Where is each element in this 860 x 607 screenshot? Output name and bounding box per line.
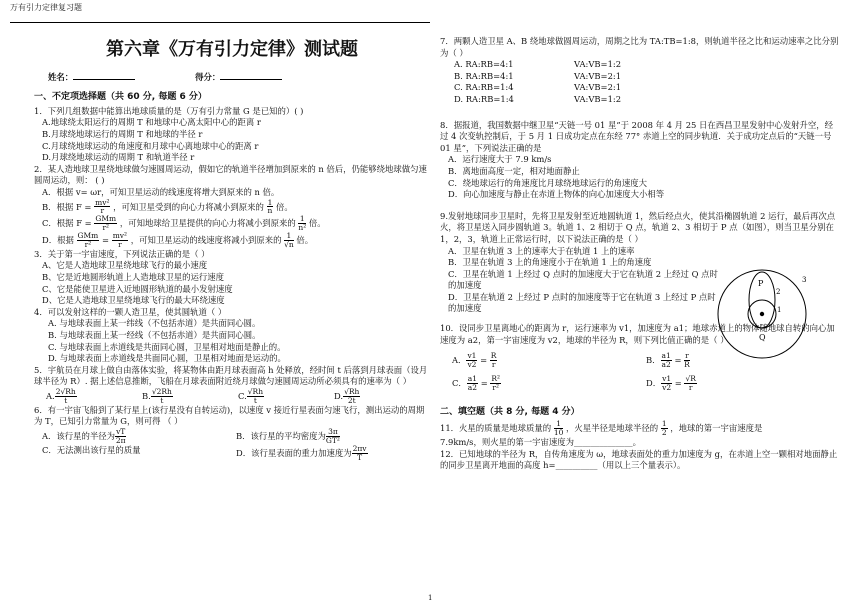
- q2-d-fnum: 1: [284, 232, 294, 241]
- q11-f1num: 1: [554, 420, 564, 429]
- q2-b-formula: [94, 199, 110, 216]
- name-score-row: [48, 71, 430, 84]
- q7-stem: 7．两颗人造卫星 A、B 绕地球做圆周运动，周期之比为 TA:TB=1:8，则轨道半径之比和运动速率之比分别为（ ）: [440, 36, 839, 58]
- header-rule: [10, 22, 430, 23]
- q10-b-label: B．: [646, 355, 661, 366]
- q6-a-pre: A．该行星的半径为: [42, 430, 116, 441]
- q5-stem: 5．宇航员在月球上做自由落体实验，将某物体由距月球表面高 h 处释放，经时间 t 后落到月球表面（设月球半径为 R）. 据上述信息推断，飞船在月球表面附近绕月球做匀速圆周运动所必须具有的速率为（ ）: [34, 364, 428, 387]
- q10-b-right: [684, 352, 690, 369]
- q7-a-r: A. RA:RB=4:1: [454, 59, 514, 70]
- q10-option-a: A． $\frac{v1}{v2}$ = $\frac{R}{r}$: [452, 351, 497, 370]
- q5-b-fraction: [151, 388, 173, 405]
- q5-option-b: [142, 388, 238, 405]
- q5-a-num: 2√Rh: [55, 386, 76, 396]
- q2-b-end: 倍。: [276, 201, 293, 212]
- q6-a-den: 2π: [115, 435, 126, 445]
- q5-c-fraction: [247, 388, 264, 405]
- q4-stem: 4．可以发射这样的一颗人造卫星，使其圆轨道（ ）: [34, 306, 227, 317]
- q2-c-fden: n²: [298, 223, 307, 233]
- q7-c-v: VA:VB=2:1: [574, 82, 622, 93]
- q6-d-den: T: [357, 452, 363, 462]
- q2-d-post: ，可知卫星运动的线速度将减小到原来的: [130, 234, 282, 245]
- q11-fraction-radius: [661, 420, 668, 437]
- q1-option-b: B.月球绕地球运行的周期 T 和地球的半径 r: [42, 129, 203, 140]
- q10-b-rnum: r: [685, 351, 689, 361]
- q5-b-label: B.: [142, 390, 151, 401]
- q9-option-a: A．卫星在轨道 3 上的速率大于在轨道 1 上的速率: [448, 245, 635, 256]
- q7-b-v: VA:VB=2:1: [574, 70, 622, 81]
- q2-d-num: GMm: [77, 231, 99, 241]
- q6-option-c: C．无法测出该行星的质量: [42, 444, 141, 455]
- q8-option-b: B．离地面高度一定，相对地面静止: [448, 165, 580, 176]
- q10-a-rnum: R: [490, 351, 497, 361]
- q11-f1den: 10: [553, 428, 564, 438]
- q10-d-lnum: v1: [662, 374, 672, 383]
- q1-option-d: D.月球绕地球运动的周期 T 和轨道半径 r: [42, 152, 195, 163]
- q10-c-rden: r²: [492, 382, 500, 392]
- q2-d-fraction: [284, 232, 294, 249]
- q10-a-right: [490, 352, 498, 369]
- q4-option-b: B. 与地球表面上某一经线（不包括赤道）是共面同心圆。: [48, 329, 261, 340]
- q9-options: [440, 246, 720, 316]
- q4-option-c: C. 与地球表面上赤道线是共面同心圆，卫星相对地面是静止的。: [48, 341, 286, 352]
- q7-d-v: VA:VB=1:2: [574, 93, 622, 104]
- q6-b-num: 3π: [326, 428, 340, 437]
- label-p: P: [758, 279, 764, 288]
- q8-option-d: D．向心加速度与静止在赤道上物体的向心加速度大小相等: [448, 189, 665, 200]
- q3-option-d: D、它是人造地球卫星绕地球飞行的最大环绕速度: [42, 295, 225, 306]
- q2-c-end: 倍。: [308, 218, 326, 229]
- q7-options: [440, 59, 840, 105]
- q6-options-ab: [34, 428, 430, 445]
- right-column: [440, 36, 840, 472]
- label-2: 2: [776, 288, 781, 296]
- q6-option-b: [236, 428, 430, 445]
- q11-line1: [440, 420, 840, 437]
- q10-d-rden: r: [688, 382, 693, 392]
- q2-b-post: ，可知卫星受到的向心力将减小到原来的: [113, 201, 264, 212]
- q10-b-lden: a2: [661, 360, 671, 370]
- q5-a-fraction: [55, 388, 77, 405]
- q2-d-formula-left: [77, 232, 100, 249]
- q5-option-d: [334, 388, 430, 405]
- q10-a-label: A．: [452, 355, 467, 366]
- q11-f2num: 1: [661, 419, 667, 429]
- q1-option-a: A.地球绕太阳运行的周期 T 和地球中心离太阳中心的距离 r: [42, 117, 261, 128]
- q7-a-v: VA:VB=1:2: [574, 59, 622, 70]
- q2-c-pre: C．根据 F =: [42, 218, 92, 229]
- q10-b-left: [661, 352, 672, 369]
- q10-options-cd: [440, 375, 840, 392]
- q11-pre: 11．火星的质量是地球质量的: [440, 423, 552, 434]
- q3-option-b: B、它是近地圆形轨道上人造地球卫星的运行速度: [42, 272, 225, 283]
- q7-d-r: D. RA:RB=1:4: [454, 93, 514, 104]
- q11-post: ，地球的第一宇宙速度是: [670, 423, 763, 434]
- q2-d-end: 倍。: [296, 234, 314, 245]
- q5-d-num: √Rh: [344, 386, 360, 396]
- q6-b-fraction: [326, 428, 340, 445]
- q10-a-lden: v2: [467, 360, 477, 370]
- q3-stem: 3．关于第一宇宙速度，下列说法正确的是（ ）: [34, 248, 210, 259]
- q6-option-d: [236, 445, 430, 462]
- q2-option-d: [34, 232, 430, 249]
- q10-a-left: [466, 352, 477, 369]
- q2-option-b: [34, 199, 430, 216]
- q5-c-num: √Rh: [247, 386, 264, 396]
- name-blank[interactable]: [73, 71, 135, 80]
- q5-d-label: D.: [334, 390, 344, 401]
- orbit-diagram: [714, 264, 814, 364]
- q6-option-a: [42, 428, 236, 445]
- q9-option-c: C．卫星在轨道 1 上经过 Q 点时的加速度大于它在轨道 2 上经过 Q 点时的加速度: [448, 268, 718, 291]
- q2-c-formula: [94, 215, 117, 232]
- q11-fraction-mass: [554, 420, 564, 437]
- name-label: 姓名：: [48, 71, 74, 82]
- q5-b-num: √2Rh: [151, 386, 172, 396]
- q6-a-num: vT: [116, 426, 126, 436]
- q2-b-pre: B．根据 F =: [42, 201, 92, 212]
- q6-options-cd: [34, 445, 430, 462]
- q6-b-den: GT²: [325, 435, 340, 445]
- q5-a-den: t: [64, 395, 68, 405]
- q10-stem: 10．设同步卫星离地心的距离为 r，运行速率为 v1，加速度为 a1；地球赤道上的物体随地球自转的向心加速度为 a2，第一宇宙速度为 v2，地球的半径为 R，则下列比值正确的是（ ）: [440, 323, 835, 345]
- section-heading-fill: 二、填空题（共 8 分, 每题 4 分）: [440, 406, 580, 417]
- q6-d-num: 2πv: [352, 443, 367, 453]
- label-1: 1: [777, 306, 782, 314]
- q5-d-fraction: [343, 388, 360, 405]
- q8-option-c: C．绕地球运行的角速度比月球绕地球运行的角速度大: [448, 177, 648, 188]
- q2-d-eq: =: [101, 234, 110, 245]
- q2-d-formula-right: [112, 232, 128, 249]
- q2-c-num: GMm: [95, 214, 117, 224]
- q6-d-fraction: [352, 445, 368, 462]
- q2-option-c: [34, 215, 430, 232]
- q2-b-den: r: [100, 206, 105, 216]
- header-note: 万有引力定律复习题: [10, 3, 82, 12]
- q8-option-a: A．运行速度大于 7.9 km/s: [448, 154, 552, 165]
- q2-b-fnum: 1: [267, 197, 273, 207]
- q3-option-a: A、它是人造地球卫星绕地球飞行的最小速度: [42, 260, 208, 271]
- q2-b-fraction: [267, 199, 274, 216]
- label-3: 3: [802, 276, 807, 284]
- q5-options: [34, 388, 430, 405]
- q6-a-fraction: [115, 428, 126, 445]
- q9-stem: 9.发射地球同步卫星时，先将卫星发射至近地圆轨道 1，然后经点火，使其沿椭圆轨道 2 运行，最后再次点火，将卫星送入同步圆轨道 3。轨道 1、2 相切于 Q 点，轨道 2、3 相切于 P 点（如图），则当卫星分别在 1，2，3，轨道上正常运行时，以下说法正确的是（ ）: [440, 210, 836, 244]
- q10-a-lnum: v1: [467, 351, 477, 361]
- q10-d-left: [661, 375, 672, 392]
- q3-option-c: C、它是能使卫星进入近地圆形轨道的最小发射速度: [42, 283, 233, 294]
- q5-b-den: t: [160, 395, 164, 405]
- q10-c-left: [467, 375, 478, 392]
- q10-d-label: D．: [646, 377, 662, 388]
- score-label: 得分：: [195, 71, 221, 82]
- q5-option-a: [46, 388, 142, 405]
- section-heading-choice: 一、不定项选择题（共 60 分, 每题 6 分）: [34, 92, 207, 103]
- q2-d-fden: √n: [284, 239, 294, 249]
- q6-b-pre: B．该行星的平均密度为: [236, 430, 326, 441]
- q5-option-c: [238, 388, 334, 405]
- q5-c-label: C.: [238, 390, 247, 401]
- q6-stem: 6．有一宇宙飞船到了某行星上(该行星没有自转运动)，以速度 v 接近行星表面匀速飞行，测出运动的周期为 T，已知引力常量为 G，则可得 （ ）: [34, 404, 425, 427]
- q5-d-den: 2t: [347, 395, 356, 405]
- q10-b-lnum: a1: [661, 351, 671, 361]
- q10-d-right: [684, 375, 696, 392]
- q7-c-r: C. RA:RB=1:4: [454, 82, 514, 93]
- q2-c-fnum: 1: [299, 214, 305, 224]
- q1-stem: 1．下列几组数据中能算出地球质量的是（万有引力常量 G 是已知的）( ): [34, 105, 304, 116]
- q10-c-lden: a2: [467, 382, 478, 392]
- q2-stem: 2．某人造地球卫星绕地球做匀速圆周运动，假如它的轨道半径增加到原来的 n 倍后，仍能够绕地球做匀速圆周运动，则： ( ): [34, 163, 427, 186]
- q6-d-pre: D．该行星表面的重力加速度为: [236, 447, 352, 458]
- left-column: [34, 36, 430, 461]
- label-q: Q: [759, 333, 766, 342]
- q9-option-b: B．卫星在轨道 3 上的角速度小于在轨道 1 上的角速度: [448, 257, 652, 268]
- q10-c-rnum: R²: [491, 374, 501, 383]
- q2-c-post: ，可知地球给卫星提供的向心力将减小到原来的: [119, 218, 296, 229]
- q2-d-pre: D．根据: [42, 234, 74, 245]
- q11-mid: ，火星半径是地球半径的: [566, 423, 659, 434]
- score-blank[interactable]: [220, 71, 282, 80]
- q1-option-c: C.月球绕地球运动的角速度和月球中心离地球中心的距离 r: [42, 140, 259, 151]
- q2-b-num: mv²: [95, 197, 110, 207]
- q10-c-right: [490, 375, 501, 392]
- earth-center: [760, 312, 764, 316]
- q12-text: 12．已知地球的半径为 R，自传角速度为 ω，地球表面处的重力加速度为 g，在赤道上空一颗相对地面静止的同步卫星离开地面的高度 h=__________（用以上三个量表示）。: [440, 448, 838, 471]
- q10-option-c: C． $\frac{a1}{a2}$ = $\frac{\text{R²}}{\text{r²}}$: [452, 374, 501, 392]
- q10-c-label: C．: [452, 377, 467, 388]
- q2-c-fraction: [298, 215, 306, 232]
- q2-d-num2: mv²: [112, 231, 128, 241]
- q5-a-label: A.: [46, 390, 55, 401]
- q10-a-rden: r: [491, 360, 496, 370]
- q2-option-a: A．根据 v= ωr，可知卫星运动的线速度将增大到原来的 n 倍。: [42, 186, 280, 197]
- q5-c-den: t: [253, 395, 257, 405]
- q10-c-lnum: a1: [467, 374, 478, 383]
- q2-d-den2: r: [118, 239, 122, 249]
- q8-stem: 8．据报道，我国数据中继卫星“天链一号 01 星”于 2008 年 4 月 25 日在西昌卫星发射中心发射升空，经过 4 次变轨控制后，于 5 月 1 日成功定点在东经 77° 赤道上空的同步轨道．关于成功定点后的“天链一号 01 星”，下列说法正确的是: [440, 119, 834, 153]
- q10-option-b: B． $\frac{a1}{a2}$ = $\frac{r}{R}$: [646, 351, 690, 370]
- q9-option-d: D．卫星在轨道 2 上经过 P 点时的加速度等于它在轨道 3 上经过 P 点时的加速度: [448, 291, 716, 314]
- q10-b-rden: R: [684, 360, 690, 370]
- q11-line2: 7.9km/s，则火星的第一宇宙速度为______________。: [440, 436, 641, 447]
- q4-option-d: D. 与地球表面上赤道线是共面同心圆，卫星相对地面是运动的。: [48, 353, 286, 364]
- q2-c-den: r²: [102, 223, 110, 233]
- q10-d-rnum: √R: [685, 374, 696, 383]
- page-title: 第六章《万有引力定律》测试题: [106, 39, 358, 60]
- q2-b-fden: n: [267, 206, 273, 216]
- q7-b-r: B. RA:RB=4:1: [454, 70, 514, 81]
- q4-option-a: A. 与地球表面上某一纬线（不包括赤道）是共面同心圆。: [48, 318, 261, 329]
- q10-option-d: D． $\frac{v1}{v2}$ = $\frac{√R}{r}$: [646, 374, 696, 392]
- q2-d-den: r²: [84, 239, 92, 249]
- page-number: 1: [428, 594, 433, 602]
- q10-d-lden: v2: [662, 382, 672, 392]
- q11-f2den: 2: [661, 428, 667, 438]
